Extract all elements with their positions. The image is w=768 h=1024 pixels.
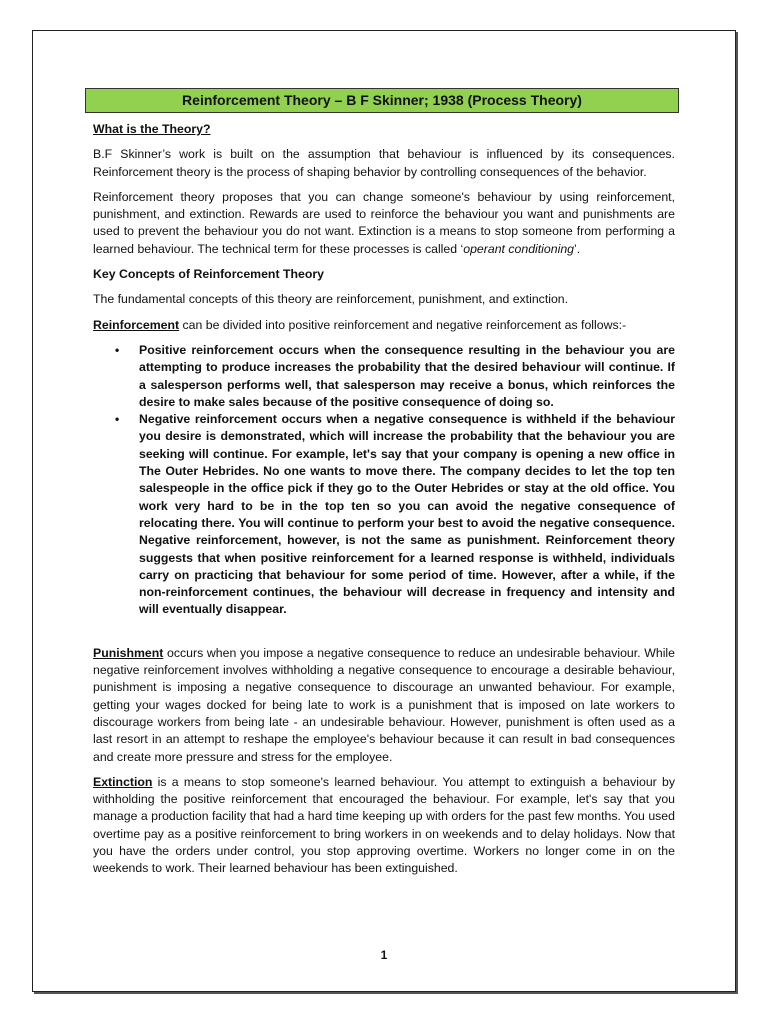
reinforcement-text: can be divided into positive reinforcement and negative reinforcement as follows:- bbox=[179, 317, 627, 332]
paragraph-punishment bbox=[93, 645, 675, 766]
list-item-negative bbox=[115, 411, 675, 619]
paragraph-proposes-end: ’. bbox=[574, 241, 581, 256]
punishment-term: Punishment bbox=[93, 645, 164, 660]
extinction-text: is a means to stop someone's learned behaviour. You attempt to extinguish a behaviour by withholding the positive reinforcement that encouraged the behaviour. For example, let's say that you manage a production facility that had a hard time keeping up with orders for the past few months. You used overtime pay as a positive reinforcement to bring workers in on weekends and to delay holidays. Now that you have the orders under control, you stop approving overtime. Workers no longer come in on the weekends to work. Their learned behaviour has been extinguished. bbox=[93, 774, 675, 876]
list-item-positive bbox=[115, 342, 675, 411]
section-heading-key-concepts: Key Concepts of Reinforcement Theory bbox=[93, 267, 324, 282]
extinction-term: Extinction bbox=[93, 774, 153, 789]
page-number: 1 bbox=[380, 948, 388, 962]
bullet-icon: • bbox=[115, 342, 120, 357]
reinforcement-term: Reinforcement bbox=[93, 317, 180, 332]
paragraph-extinction bbox=[93, 774, 675, 878]
punishment-text: occurs when you impose a negative consequence to reduce an undesirable behaviour. While negative reinforcement involves withholding a negative consequence to encourage a desirable behaviour, punishment is imposing a negative consequence to discourage an unwanted behaviour. For example, getting your wages docked for being late to work is a punishment that is imposed on late workers to discourage workers from being late - an undesirable behaviour. However, punishment is often used as a last resort in an attempt to reshape the employee's behaviour because it can result in bad consequences and create more pressure and stress for the employee. bbox=[93, 645, 675, 764]
paragraph-intro: B.F Skinner’s work is built on the assumption that behaviour is influenced by its consequences. Reinforcement theory is the process of shaping behavior by controlling consequences of the behavior. bbox=[93, 147, 675, 179]
page-title: Reinforcement Theory – B F Skinner; 1938 (Process Theory) bbox=[85, 88, 679, 113]
list-item-text: Positive reinforcement occurs when the consequence resulting in the behaviour you are attempting to produce increases the probability that the desired behaviour will continue. If a salesperson performs well, that salesperson may receive a bonus, which reinforces the desire to make sales because of the positive consequence of doing so. bbox=[139, 342, 675, 409]
document-body bbox=[93, 88, 675, 886]
paragraph-proposes bbox=[93, 189, 675, 258]
bullet-icon: • bbox=[115, 412, 120, 427]
operant-conditioning-term: operant conditioning bbox=[463, 241, 575, 256]
list-item-text: Negative reinforcement occurs when a negative consequence is withheld if the behaviour you desire is demonstrated, which will increase the probability that the behaviour you are seeking will continue. For example, let's say that your company is opening a new office in The Outer Hebrides. No one wants to move there. The company decides to let the top ten salespeople in the office pick if they go to the Outer Hebrides or stay at the old office. You work very hard to be in the top ten so you can avoid the negative consequence of relocating there. You will continue to perform your best to avoid the negative consequence. Negative reinforcement, however, is not the same as punishment. Reinforcement theory suggests that when positive reinforcement for a learned response is withheld, individuals carry on practicing that behaviour for some period of time. However, after a while, if the non-reinforcement continues, the behaviour will decrease in frequency and intensity and will eventually disappear. bbox=[139, 412, 675, 617]
reinforcement-list bbox=[93, 342, 675, 619]
paragraph-proposes-text: Reinforcement theory proposes that you can change someone's behaviour by using reinforcement, punishment, and extinction. Rewards are used to reinforce the behaviour you want and punishments are used to prevent the behaviour you do not want. Extinction is a means to stop someone from performing a learned behaviour. The technical term for these processes is called ‘ bbox=[93, 189, 675, 256]
section-heading-what-is: What is the Theory? bbox=[93, 122, 211, 136]
paragraph-fundamental: The fundamental concepts of this theory are reinforcement, punishment, and extinction. bbox=[93, 292, 569, 307]
paragraph-reinforcement bbox=[93, 317, 675, 334]
